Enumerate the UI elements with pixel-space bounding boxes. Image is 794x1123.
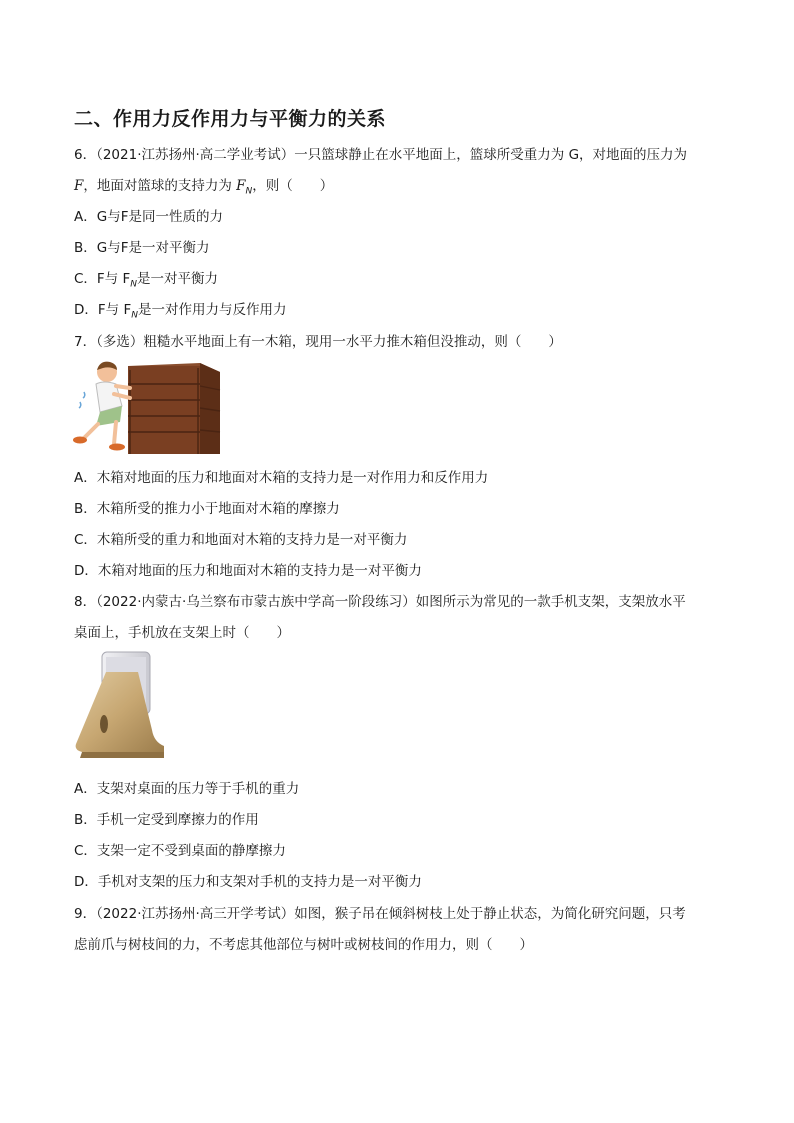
q7-stem: 7．（多选）粗糙水平地面上有一木箱，现用一水平力推木箱但没推动，则（ ） — [74, 334, 562, 350]
q8-option-c: C．支架一定不受到桌面的静摩擦力 — [74, 843, 286, 859]
q6-option-b: B．G与F是一对平衡力 — [74, 240, 210, 256]
q6-option-a: A．G与F是同一性质的力 — [74, 209, 223, 225]
q8-option-d: D．手机对支架的压力和支架对手机的支持力是一对平衡力 — [74, 874, 422, 890]
q9-stem-line1: 9．（2022·江苏扬州·高三开学考试）如图，猴子吊在倾斜树枝上处于静止状态，为简化研究问题，只考 — [74, 906, 686, 922]
q9-stem-line2: 虑前爪与树枝间的力，不考虑其他部位与树叶或树枝间的作用力，则（ ） — [74, 937, 533, 953]
q7-option-c: C．木箱所受的重力和地面对木箱的支持力是一对平衡力 — [74, 532, 408, 548]
boy-icon — [73, 362, 130, 451]
q8-option-a: A．支架对桌面的压力等于手机的重力 — [74, 781, 300, 797]
q6-stem-line1: 6．（2021·江苏扬州·高二学业考试）一只篮球静止在水平地面上，篮球所受重力为 G，对地面的压力为 — [74, 147, 688, 163]
q7-option-b: B．木箱所受的推力小于地面对木箱的摩擦力 — [74, 501, 340, 517]
phone-stand-figure — [72, 650, 172, 765]
q6-option-c: C．F与 $F_N$是一对平衡力 — [74, 271, 218, 290]
q8-stem-line2: 桌面上，手机放在支架上时（ ） — [74, 625, 290, 641]
stand-icon — [76, 672, 164, 758]
q6-option-d: D．F与 $F_N$是一对作用力与反作用力 — [74, 302, 287, 321]
q8-stem-line1: 8．（2022·内蒙古·乌兰察布市蒙古族中学高一阶段练习）如图所示为常见的一款手机支架，支架放水平 — [74, 594, 686, 610]
wooden-crate-icon — [128, 363, 220, 454]
q7-option-d: D．木箱对地面的压力和地面对木箱的支持力是一对平衡力 — [74, 563, 422, 579]
boy-pushing-crate-figure — [70, 358, 230, 458]
q6-stem-line2: F，地面对篮球的支持力为 $F_N$，则（ ） — [74, 178, 334, 197]
section-title: 二、作用力反作用力与平衡力的关系 — [74, 108, 387, 130]
q7-option-a: A．木箱对地面的压力和地面对木箱的支持力是一对作用力和反作用力 — [74, 470, 489, 486]
q8-option-b: B．手机一定受到摩擦力的作用 — [74, 812, 259, 828]
